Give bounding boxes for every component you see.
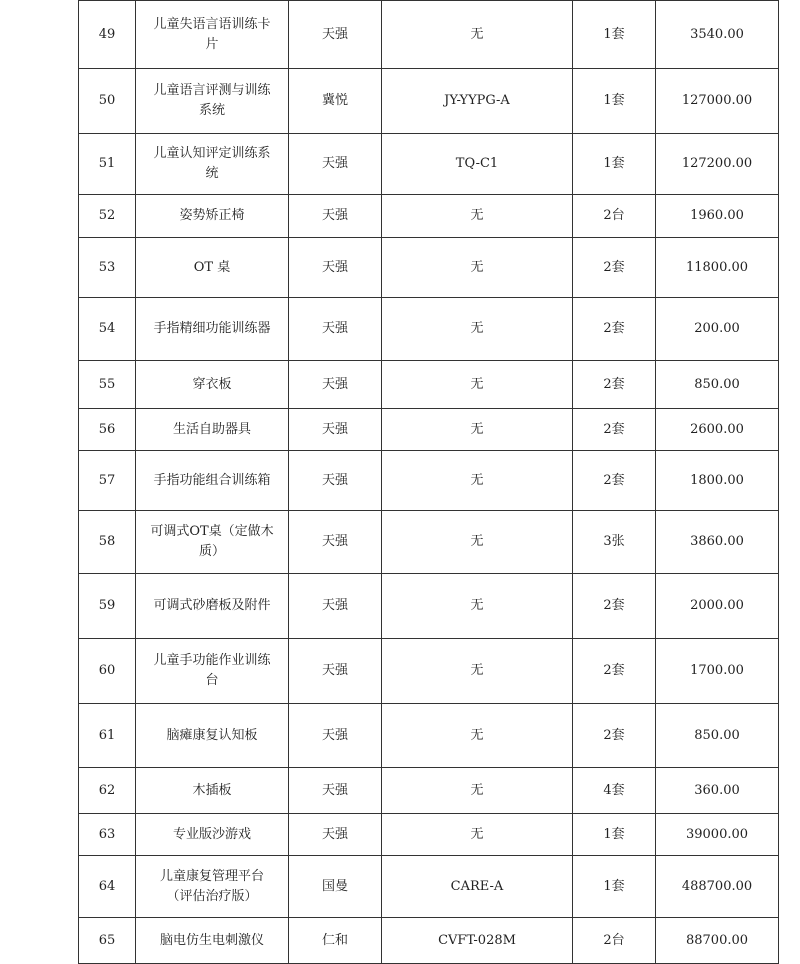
item-quantity: 1套 <box>573 856 656 918</box>
row-number: 51 <box>79 134 136 195</box>
table-row <box>79 298 779 361</box>
item-quantity: 2套 <box>573 238 656 298</box>
table-row <box>79 134 779 195</box>
item-name: 专业版沙游戏 <box>136 814 289 856</box>
table-row <box>79 574 779 639</box>
item-brand: 天强 <box>289 409 382 451</box>
item-model: CARE-A <box>382 856 573 918</box>
item-name: 手指功能组合训练箱 <box>136 451 289 511</box>
item-price: 88700.00 <box>656 918 779 964</box>
item-brand: 国曼 <box>289 856 382 918</box>
item-name: 生活自助器具 <box>136 409 289 451</box>
table-row <box>79 768 779 814</box>
item-quantity: 2套 <box>573 409 656 451</box>
item-price: 127000.00 <box>656 69 779 134</box>
item-model: 无 <box>382 298 573 361</box>
item-name: 可调式OT桌（定做木质） <box>136 511 289 574</box>
item-brand: 天强 <box>289 238 382 298</box>
item-brand: 天强 <box>289 704 382 768</box>
item-model: 无 <box>382 195 573 238</box>
item-brand: 天强 <box>289 639 382 704</box>
item-brand: 天强 <box>289 134 382 195</box>
row-number: 49 <box>79 1 136 69</box>
item-model: 无 <box>382 1 573 69</box>
table-row <box>79 704 779 768</box>
item-quantity: 2套 <box>573 298 656 361</box>
item-price: 2000.00 <box>656 574 779 639</box>
item-name: 木插板 <box>136 768 289 814</box>
item-name: 可调式砂磨板及附件 <box>136 574 289 639</box>
row-number: 57 <box>79 451 136 511</box>
item-brand: 天强 <box>289 298 382 361</box>
item-model: JY-YYPG-A <box>382 69 573 134</box>
item-name: 脑电仿生电刺激仪 <box>136 918 289 964</box>
item-name: OT 桌 <box>136 238 289 298</box>
item-quantity: 2套 <box>573 639 656 704</box>
item-price: 39000.00 <box>656 814 779 856</box>
equipment-table <box>78 0 779 964</box>
row-number: 56 <box>79 409 136 451</box>
item-price: 1960.00 <box>656 195 779 238</box>
table-row <box>79 238 779 298</box>
item-brand: 天强 <box>289 195 382 238</box>
item-name: 儿童语言评测与训练系统 <box>136 69 289 134</box>
item-model: TQ-C1 <box>382 134 573 195</box>
item-quantity: 2台 <box>573 918 656 964</box>
item-price: 1700.00 <box>656 639 779 704</box>
row-number: 58 <box>79 511 136 574</box>
item-model: 无 <box>382 574 573 639</box>
table-row <box>79 814 779 856</box>
row-number: 64 <box>79 856 136 918</box>
table-row <box>79 409 779 451</box>
item-price: 200.00 <box>656 298 779 361</box>
item-model: CVFT-028M <box>382 918 573 964</box>
row-number: 59 <box>79 574 136 639</box>
item-name: 穿衣板 <box>136 361 289 409</box>
item-brand: 天强 <box>289 451 382 511</box>
item-price: 1800.00 <box>656 451 779 511</box>
item-price: 2600.00 <box>656 409 779 451</box>
table-row <box>79 511 779 574</box>
item-quantity: 2套 <box>573 451 656 511</box>
item-model: 无 <box>382 704 573 768</box>
table-row <box>79 856 779 918</box>
item-name: 脑瘫康复认知板 <box>136 704 289 768</box>
table-row <box>79 1 779 69</box>
item-name: 姿势矫正椅 <box>136 195 289 238</box>
item-price: 127200.00 <box>656 134 779 195</box>
item-quantity: 3张 <box>573 511 656 574</box>
row-number: 63 <box>79 814 136 856</box>
item-name: 儿童失语言语训练卡片 <box>136 1 289 69</box>
item-quantity: 2套 <box>573 361 656 409</box>
item-name: 儿童康复管理平台（评估治疗版） <box>136 856 289 918</box>
item-quantity: 1套 <box>573 69 656 134</box>
item-quantity: 1套 <box>573 1 656 69</box>
item-model: 无 <box>382 814 573 856</box>
item-quantity: 1套 <box>573 134 656 195</box>
row-number: 55 <box>79 361 136 409</box>
table-row <box>79 639 779 704</box>
item-model: 无 <box>382 639 573 704</box>
item-name: 手指精细功能训练器 <box>136 298 289 361</box>
table-row <box>79 918 779 964</box>
row-number: 62 <box>79 768 136 814</box>
item-model: 无 <box>382 768 573 814</box>
item-brand: 天强 <box>289 511 382 574</box>
item-price: 488700.00 <box>656 856 779 918</box>
item-name: 儿童手功能作业训练台 <box>136 639 289 704</box>
item-quantity: 2套 <box>573 704 656 768</box>
item-brand: 仁和 <box>289 918 382 964</box>
table-row <box>79 69 779 134</box>
item-price: 850.00 <box>656 704 779 768</box>
table-row <box>79 451 779 511</box>
item-model: 无 <box>382 238 573 298</box>
item-brand: 天强 <box>289 814 382 856</box>
item-brand: 冀悦 <box>289 69 382 134</box>
row-number: 50 <box>79 69 136 134</box>
item-price: 3540.00 <box>656 1 779 69</box>
table-row <box>79 361 779 409</box>
item-brand: 天强 <box>289 361 382 409</box>
item-brand: 天强 <box>289 1 382 69</box>
row-number: 52 <box>79 195 136 238</box>
row-number: 65 <box>79 918 136 964</box>
item-quantity: 4套 <box>573 768 656 814</box>
item-model: 无 <box>382 409 573 451</box>
item-quantity: 1套 <box>573 814 656 856</box>
item-model: 无 <box>382 511 573 574</box>
row-number: 54 <box>79 298 136 361</box>
item-brand: 天强 <box>289 574 382 639</box>
item-price: 360.00 <box>656 768 779 814</box>
row-number: 60 <box>79 639 136 704</box>
table-row <box>79 195 779 238</box>
item-price: 3860.00 <box>656 511 779 574</box>
item-brand: 天强 <box>289 768 382 814</box>
item-quantity: 2套 <box>573 574 656 639</box>
row-number: 61 <box>79 704 136 768</box>
item-price: 11800.00 <box>656 238 779 298</box>
item-model: 无 <box>382 361 573 409</box>
item-price: 850.00 <box>656 361 779 409</box>
item-name: 儿童认知评定训练系统 <box>136 134 289 195</box>
item-model: 无 <box>382 451 573 511</box>
row-number: 53 <box>79 238 136 298</box>
item-quantity: 2台 <box>573 195 656 238</box>
